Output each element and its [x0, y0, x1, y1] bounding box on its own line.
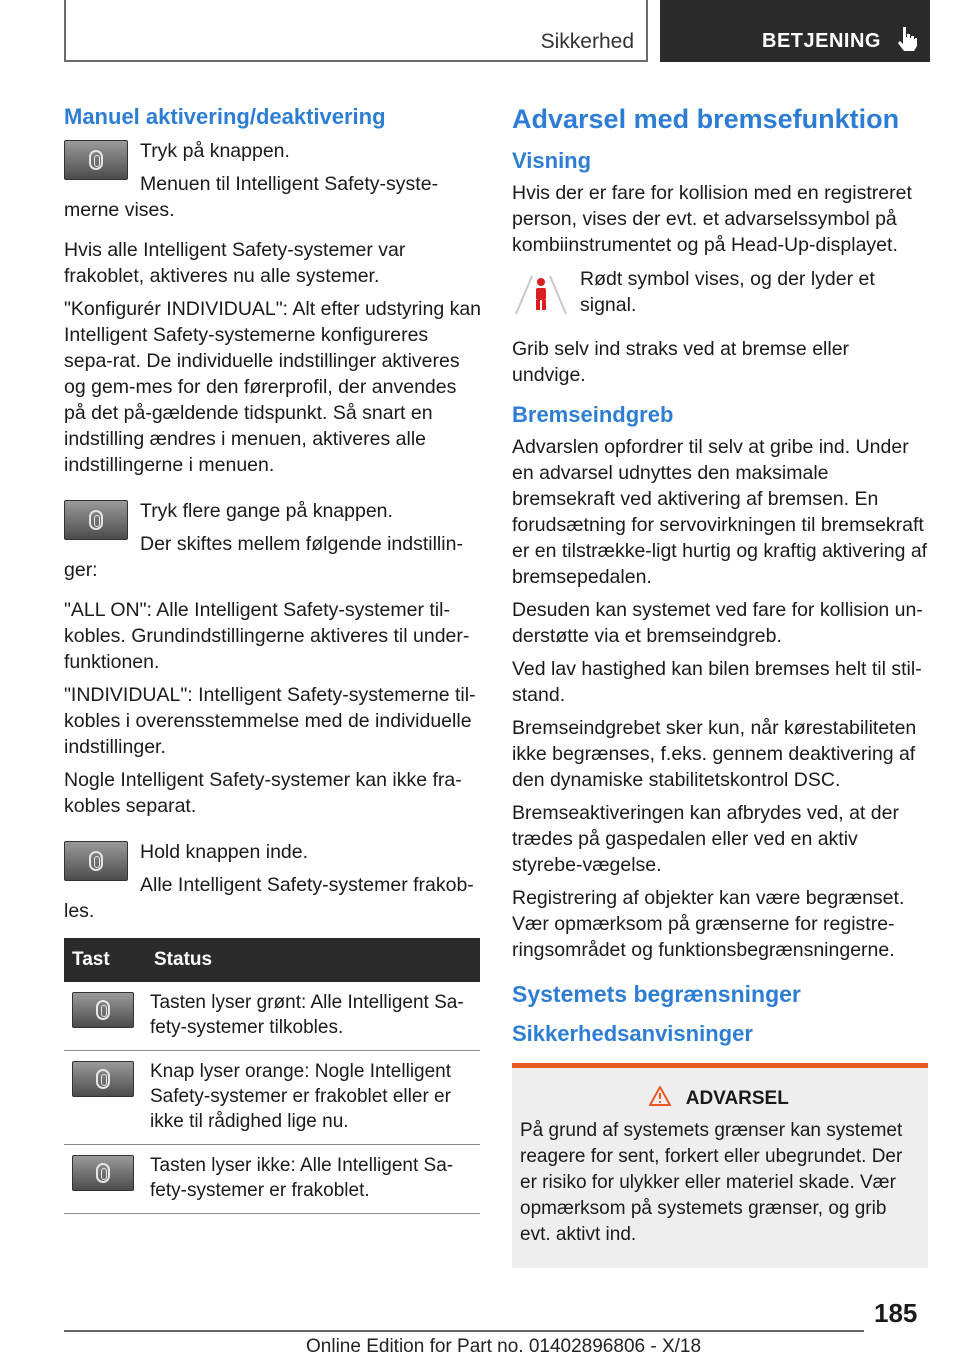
paragraph: Nogle Intelligent Safety-systemer kan ikke fra-kobles separat. — [64, 769, 462, 817]
table-cell-key — [64, 1051, 146, 1145]
subheading-safety-notes: Sikkerhedsanvisninger — [512, 1021, 753, 1046]
chapter-tab — [660, 0, 930, 62]
page-number: 185 — [874, 1298, 918, 1328]
step-press-repeatedly — [64, 498, 482, 583]
paragraph: Registrering af objekter kan være begrænset. Vær opmærksom på grænserne for registre-ringsområdet og funktionsbegrænsningerne. — [512, 887, 905, 961]
table-row — [64, 982, 480, 1051]
table-header-status: Status — [146, 938, 480, 982]
table-cell-key — [64, 1145, 146, 1214]
subheading-braking: Bremseindgreb — [512, 402, 674, 427]
paragraph: "Konfigurér INDIVIDUAL": Alt efter udstyring kan Intelligent Safety-systemerne konfigureres sepa-rat. De individuelle indstillinger aktiveres og gem-mes for den førerprofil, der anvendes på det på-gældende tidspunkt. Så snart en indstilling ændres i menuen, aktiveres alle indstillingerne i menuen. — [64, 298, 482, 476]
table-cell-status: Knap lyser orange: Nogle Intelligent Safety-systemer er frakoblet eller er ikke til rådighed lige nu. — [146, 1051, 480, 1145]
step-hold — [64, 839, 482, 924]
warning-triangle-icon — [649, 1086, 671, 1106]
safety-button-icon — [96, 1069, 110, 1089]
safety-button-icon — [96, 1163, 110, 1183]
paragraph: Ved lav hastighed kan bilen bremses helt til stil-stand. — [512, 658, 922, 706]
paragraph: "INDIVIDUAL": Intelligent Safety-systemerne til-kobles i overensstemmelse med de individuelle indstillinger. — [64, 684, 476, 758]
warning-box — [512, 1063, 928, 1268]
section-title: Sikkerhed — [540, 30, 634, 53]
step1-action: Tryk på knappen. — [140, 140, 290, 162]
right-column — [512, 102, 928, 1268]
paragraph: Advarslen opfordrer til selv at gribe ind. Under en advarsel udnyttes den maksimale bremsekraft ved aktivering af bremsen. En forudsætning for servovirkningen til bremsekraft er en tilstrække-ligt hurtig og kraftig aktivering af bremsepedalen. — [512, 436, 928, 588]
status-table — [64, 938, 480, 1214]
safety-button-image — [72, 992, 134, 1028]
symbol-description: Rødt symbol vises, og der lyder et signal. — [580, 268, 875, 316]
safety-button-image — [72, 1155, 134, 1191]
pedestrian-warning-icon — [512, 268, 570, 318]
edition-text: Online Edition for Part no. 01402896806 - X/18 — [306, 1336, 702, 1357]
main-heading: Advarsel med bremsefunktion — [512, 104, 900, 134]
chapter-title: BETJENING — [762, 30, 881, 52]
table-row — [64, 1051, 480, 1145]
paragraph: Bremseindgrebet sker kun, når kørestabiliteten ikke begrænses, f.eks. gennem deaktivering af den dynamiske stabilitetskontrol DSC. — [512, 717, 917, 791]
left-column — [64, 102, 482, 1214]
paragraph: Hvis der er fare for kollision med en registreret person, vises der evt. et advarselssymbol på kombiinstrumentet og på Head-Up-displayet. — [512, 182, 912, 256]
footer-divider — [64, 1330, 864, 1332]
step3-action: Hold knappen inde. — [140, 841, 309, 863]
safety-button-icon — [89, 851, 103, 871]
step2-action: Tryk flere gange på knappen. — [140, 500, 393, 522]
table-cell-key — [64, 982, 146, 1051]
step2-result: Der skiftes mellem følgende indstillin-ger: — [64, 533, 463, 581]
hand-pointer-icon — [896, 26, 918, 52]
paragraph: "ALL ON": Alle Intelligent Safety-systemer til-kobles. Grundindstillingerne aktiveres til under-funktionen. — [64, 599, 470, 673]
paragraph: Grib selv ind straks ved at bremse eller undvige. — [512, 338, 850, 386]
table-cell-status: Tasten lyser ikke: Alle Intelligent Sa-fety-systemer er frakoblet. — [146, 1145, 480, 1214]
paragraph: Bremseaktiveringen kan afbrydes ved, at der trædes på gaspedalen eller ved en aktiv styrebe-vægelse. — [512, 802, 899, 876]
table-cell-status: Tasten lyser grønt: Alle Intelligent Sa-fety-systemer tilkobles. — [146, 982, 480, 1051]
section-heading: Manuel aktivering/deaktivering — [64, 104, 386, 129]
paragraph: Hvis alle Intelligent Safety-systemer var frakoblet, aktiveres nu alle systemer. — [64, 239, 406, 287]
warning-title: ADVARSEL — [685, 1088, 789, 1109]
warning-symbol-block — [512, 266, 928, 318]
step-press — [64, 138, 482, 223]
safety-button-image — [64, 500, 128, 540]
warning-body: På grund af systemets grænser kan systemet reagere for sent, forkert eller ubegrundet. Der er risiko for ulykker eller materiel skade. Vær opmærksom på systemets grænser, og grib evt. aktivt ind. — [520, 1120, 903, 1245]
warning-title-row — [520, 1086, 918, 1112]
section-tab — [64, 0, 648, 62]
safety-button-icon — [96, 1000, 110, 1020]
table-header-key: Tast — [64, 938, 146, 982]
safety-button-image — [64, 841, 128, 881]
safety-button-icon — [89, 510, 103, 530]
safety-button-icon — [89, 150, 103, 170]
safety-button-image — [64, 140, 128, 180]
page-header — [64, 0, 930, 64]
heading-limitations: Systemets begrænsninger — [512, 981, 801, 1007]
subheading-display: Visning — [512, 148, 592, 173]
table-row — [64, 1145, 480, 1214]
paragraph: Desuden kan systemet ved fare for kollision un-derstøtte via et bremseindgreb. — [512, 599, 923, 647]
safety-button-image — [72, 1061, 134, 1097]
step1-result: Menuen til Intelligent Safety-syste-merne vises. — [64, 173, 439, 221]
step3-result: Alle Intelligent Safety-systemer frakob-les. — [64, 874, 474, 922]
